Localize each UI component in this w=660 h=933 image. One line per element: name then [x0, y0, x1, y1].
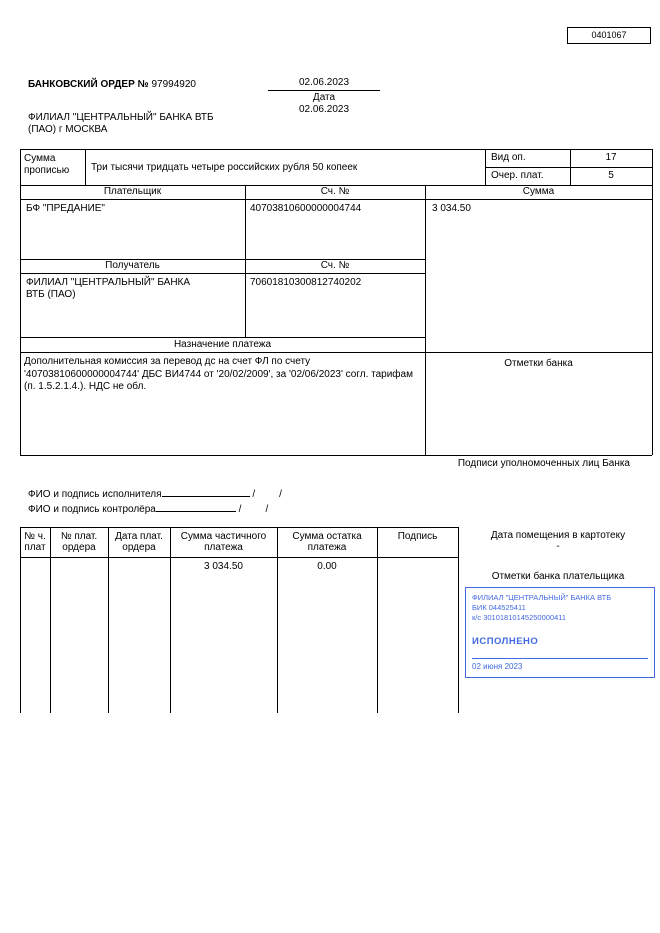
purpose-text: Дополнительная комиссия за перевод дс на счет ФЛ по счету '40703810600000004744' ДБС ВИ4744 от '20/02/2009', за '02/06/2023' согл. тарифам (п. 1.5.2.1.4.). НДС не обл.: [24, 356, 413, 392]
payer-account: 40703810600000004744: [250, 203, 362, 214]
controller-signature-row: [28, 502, 268, 515]
stamp-bank-name: ФИЛИАЛ "ЦЕНТРАЛЬНЫЙ" БАНКА ВТБ: [472, 593, 612, 602]
op-type-label: Вид оп.: [491, 152, 526, 163]
amount-words-label: Сумма прописью: [24, 153, 70, 176]
document-title: [28, 79, 196, 90]
slash: /: [238, 504, 242, 515]
bank-marks-label: Отметки банка: [504, 358, 573, 369]
card-index-block: [462, 530, 654, 552]
col-header-signature: Подпись: [397, 531, 438, 542]
order-number: 97994920: [151, 79, 196, 90]
partial-table-line: [50, 527, 51, 713]
signature-line: [162, 487, 250, 497]
stamp-bik: БИК 044525411: [472, 603, 526, 612]
sum-header: Сумма: [522, 186, 555, 197]
slash: /: [265, 504, 269, 515]
order-date: 02.06.2023: [268, 77, 380, 91]
bank-signatures-label: Подписи уполномоченных лиц Банка: [457, 458, 630, 469]
main-table-line: [652, 149, 653, 455]
main-table-line: [20, 455, 652, 456]
issuing-bank-line2: (ПАО) г МОСКВА: [28, 124, 108, 135]
controller-label: ФИО и подпись контролёра: [28, 504, 156, 515]
main-table-line: [20, 273, 425, 274]
slash: /: [252, 489, 256, 500]
col-header-order-date: Дата плат. ордера: [115, 531, 163, 553]
posting-date: 02.06.2023: [298, 104, 350, 115]
form-code: 0401067: [591, 30, 627, 40]
partial-table-line: [377, 527, 378, 713]
payee-name: ФИЛИАЛ "ЦЕНТРАЛЬНЫЙ" БАНКА ВТБ (ПАО): [26, 277, 191, 300]
main-table-line: [85, 149, 86, 185]
title-label: БАНКОВСКИЙ ОРДЕР №: [28, 79, 149, 90]
partial-table-line: [458, 527, 459, 713]
partial-sum-value: 3 034.50: [204, 561, 243, 572]
partial-table-line: [20, 527, 21, 713]
date-label: Дата: [312, 92, 336, 103]
partial-table-line: [277, 527, 278, 713]
remainder-sum-value: 0.00: [317, 561, 337, 572]
executor-label: ФИО и подпись исполнителя: [28, 489, 162, 500]
signature-line: [156, 502, 236, 512]
stamp-date: 02 июня 2023: [472, 658, 648, 671]
stamp-corr-account: к/с 30101810145250000411: [472, 613, 567, 622]
priority-value: 5: [608, 170, 614, 181]
card-index-label: Дата помещения в картотеку: [490, 530, 626, 541]
issuing-bank-line1: ФИЛИАЛ "ЦЕНТРАЛЬНЫЙ" БАНКА ВТБ: [28, 112, 214, 123]
col-header-remainder-sum: Сумма остатка платежа: [292, 531, 362, 553]
partial-table-line: [170, 527, 171, 713]
payer-account-header: Сч. №: [320, 186, 350, 197]
stamp-status: ИСПОЛНЕНО: [472, 636, 539, 647]
card-index-value: -: [556, 541, 560, 552]
payer-header: Плательщик: [103, 186, 162, 197]
col-header-order-no: № плат. ордера: [60, 531, 98, 553]
priority-label: Очер. плат.: [491, 170, 544, 181]
col-header-partial-sum: Сумма частичного платежа: [180, 531, 267, 553]
col-header-part-no: № ч. плат: [24, 531, 46, 553]
amount-words-value: Три тысячи тридцать четыре российских рубля 50 копеек: [91, 162, 358, 173]
slash: /: [279, 489, 282, 500]
partial-table-line: [20, 557, 458, 558]
op-type-value: 17: [605, 152, 617, 163]
payer-bank-marks-label: Отметки банка плательщика: [491, 571, 625, 582]
main-table-line: [20, 352, 652, 353]
executor-signature-row: [28, 487, 282, 500]
issuing-bank: [28, 112, 214, 136]
main-table-line: [425, 185, 426, 455]
purpose-header: Назначение платежа: [173, 339, 272, 350]
main-table-line: [485, 149, 486, 185]
payee-header: Получатель: [105, 260, 160, 271]
date-block: [268, 77, 380, 115]
sum-value: 3 034.50: [432, 203, 471, 214]
payer-name: БФ "ПРЕДАНИЕ": [26, 203, 105, 214]
main-table-line: [20, 199, 652, 200]
payee-account: 70601810300812740202: [250, 277, 362, 288]
payee-account-header: Сч. №: [320, 260, 350, 271]
bank-stamp: [465, 587, 655, 678]
form-code-box: [567, 27, 651, 44]
partial-table-line: [108, 527, 109, 713]
